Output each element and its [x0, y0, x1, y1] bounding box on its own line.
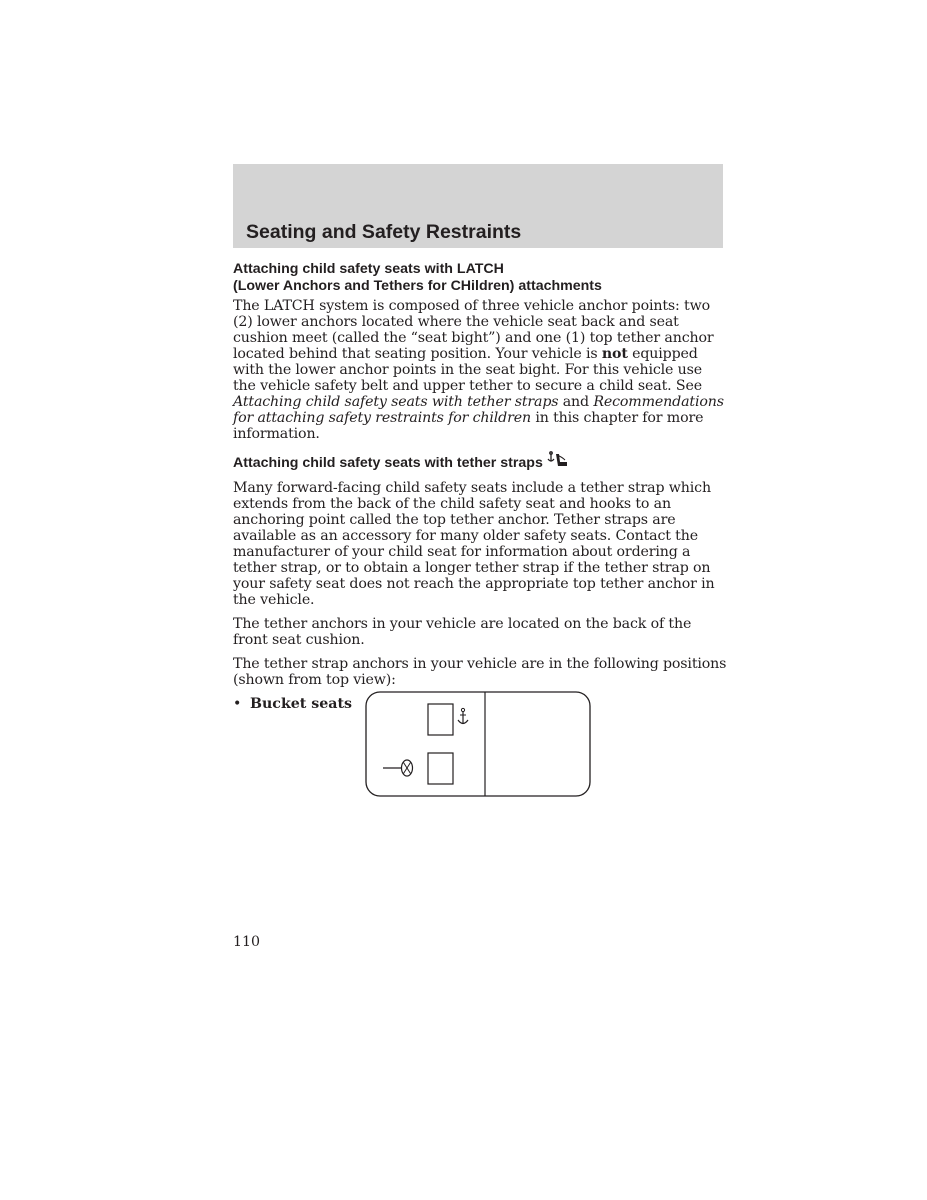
front-right-seat — [428, 704, 453, 735]
section-title: Seating and Safety Restraints — [246, 221, 522, 243]
steering-wheel-icon — [383, 760, 413, 776]
bullet-text: Bucket seats — [250, 695, 353, 712]
latch-heading-line1: Attaching child safety seats with LATCH — [233, 261, 504, 277]
latch-heading — [233, 261, 728, 294]
vehicle-outline — [366, 692, 590, 796]
tether-paragraph-1: Many forward-facing child safety seats include a tether strap which extends from the back of the child safety seat and hooks to an anchoring point called the top tether anchor. Tether straps are available as an accessory for many older safety seats. Contact the manufacturer of your child seat for information about ordering a tether strap, or to obtain a longer tether strap if the tether strap on your safety seat does not reach the appropriate top tether anchor in the vehicle. — [233, 479, 715, 608]
latch-ref-tether-straps: Attaching child safety seats with tether straps — [233, 394, 559, 410]
latch-text-2: equipped with the lower anchor points in the seat bight. For this vehicle use the vehicle safety belt and upper tether to secure a child seat. See — [233, 346, 702, 394]
tether-paragraph-2: The tether anchors in your vehicle are located on the back of the front seat cushion. — [233, 615, 692, 648]
latch-text-3: and — [558, 394, 594, 410]
section-header-band — [233, 164, 723, 248]
latch-paragraph — [233, 298, 728, 442]
tether-heading-text: Attaching child safety seats with tether straps — [233, 455, 543, 471]
page-content — [233, 261, 728, 712]
anchor-icon — [458, 708, 468, 724]
tether-paragraph-3: The tether strap anchors in your vehicle are in the following positions (shown from top view): — [233, 655, 727, 688]
bucket-seats-diagram — [365, 691, 592, 798]
latch-text-bold: not — [601, 346, 628, 362]
front-left-seat — [428, 753, 453, 784]
latch-heading-line2: (Lower Anchors and Tethers for CHildren) attachments — [233, 277, 602, 294]
bullet-dot: • — [233, 695, 242, 712]
latch-text-1: The LATCH system is composed of three vehicle anchor points: two (2) lower anchors located where the vehicle seat back and seat cushion meet (called the “seat bight”) and one (1) top tether anchor located behind that seating position. Your vehicle is — [233, 298, 714, 362]
latch-text-4: in this chapter for more information. — [233, 410, 704, 442]
child-seat-tether-icon — [547, 451, 569, 469]
tether-heading — [233, 451, 728, 472]
latch-ref-recommendations: Recommendations for attaching safety restraints for children — [233, 394, 724, 426]
page-number: 110 — [233, 934, 261, 950]
